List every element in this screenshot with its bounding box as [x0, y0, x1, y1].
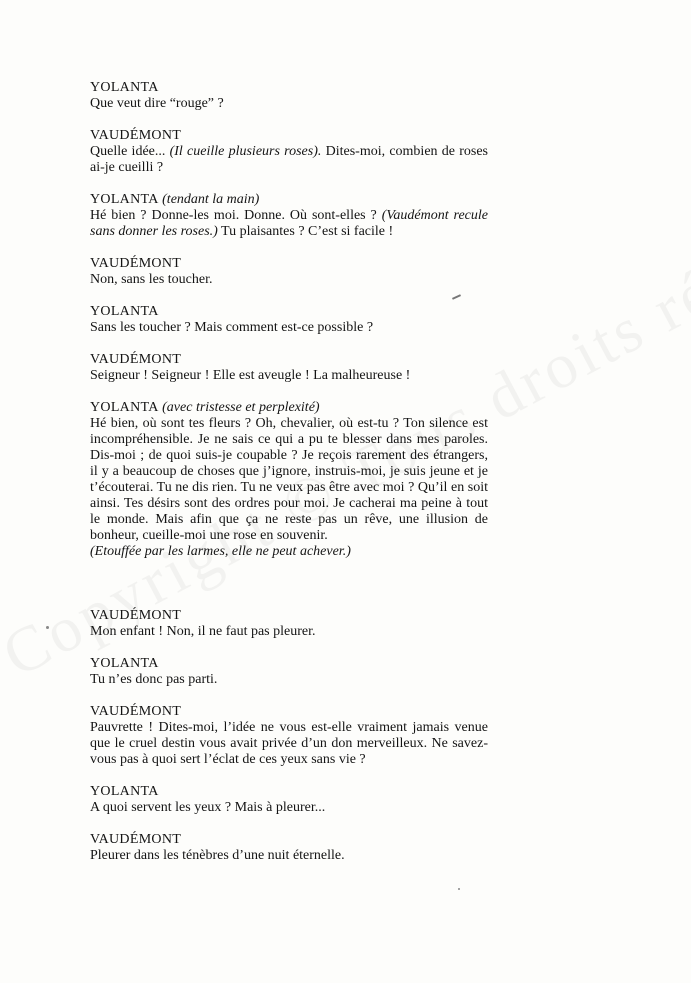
speaker-name: YOLANTA	[90, 784, 159, 799]
speaker-name: YOLANTA	[90, 400, 159, 415]
dialogue-block	[90, 704, 488, 768]
dialogue-line: Pleurer dans les ténèbres d’une nuit éternelle.	[90, 848, 345, 863]
speaker-name: VAUDÉMONT	[90, 352, 182, 367]
stage-direction: (Il cueille plusieurs roses).	[169, 144, 322, 159]
dialogue-line: A quoi servent les yeux ? Mais à pleurer...	[90, 800, 326, 815]
dialogue-block	[90, 304, 488, 336]
dialogue-line: Hé bien, où sont tes fleurs ? Oh, chevalier, où est-tu ? Ton silence est incompréhensible. Je ne sais ce qui a pu te blesser dans mes paroles. Dis-moi ; de quoi suis-je coupable ? Je reçois rarement des étrangers, il y a beaucoup de choses que j’ignore, instruis-moi, je suis jeune et je t’écouterai. Tu ne dis rien. Tu ne veux pas être avec moi ? Qu’il en soit ainsi. Tes désirs sont des ordres pour moi. Je cacherai ma peine à tout le monde. Mais afin que ça ne reste pas un rêve, une illusion de bonheur, cueille-moi une rose en souvenir.	[90, 416, 488, 543]
dialogue-text	[90, 80, 488, 880]
dialogue-block	[90, 832, 488, 864]
dialogue-line: Seigneur ! Seigneur ! Elle est aveugle ! La malheureuse !	[90, 368, 411, 383]
stage-direction: (avec tristesse et perplexité)	[162, 400, 320, 415]
dialogue-line: Non, sans les toucher.	[90, 272, 213, 287]
dialogue-block	[90, 608, 488, 640]
dialogue-line	[90, 144, 488, 176]
dialogue-line: Tu n’es donc pas parti.	[90, 672, 218, 687]
spacer	[90, 576, 488, 608]
stage-direction: (Vaudémont recule sans donner les roses.)	[90, 208, 488, 239]
stage-direction: (Etouffée par les larmes, elle ne peut achever.)	[90, 544, 351, 559]
dialogue-line: Mon enfant ! Non, il ne faut pas pleurer.	[90, 624, 316, 639]
speaker-name: YOLANTA	[90, 80, 159, 95]
speaker-name: VAUDÉMONT	[90, 128, 182, 143]
dialogue-block	[90, 192, 488, 240]
dialogue-line	[90, 208, 488, 240]
dialogue-block	[90, 400, 488, 560]
speaker-name: VAUDÉMONT	[90, 608, 182, 623]
dialogue-text-part: Dites-moi, combien de roses ai-je cueilli ?	[90, 144, 488, 175]
dialogue-line: Que veut dire “rouge” ?	[90, 96, 224, 111]
speaker-name: YOLANTA	[90, 192, 159, 207]
dialogue-block	[90, 784, 488, 816]
dialogue-line: Sans les toucher ? Mais comment est-ce possible ?	[90, 320, 374, 335]
speaker-name: YOLANTA	[90, 656, 159, 671]
speaker-name: YOLANTA	[90, 304, 159, 319]
paper-speck	[458, 888, 460, 890]
dialogue-text-part: Quelle idée...	[90, 144, 170, 159]
dialogue-block	[90, 80, 488, 112]
dialogue-block	[90, 352, 488, 384]
speaker-name: VAUDÉMONT	[90, 832, 182, 847]
dialogue-line: Pauvrette ! Dites-moi, l’idée ne vous est-elle vraiment jamais venue que le cruel destin vous avait privée d’un don merveilleux. Ne savez-vous pas à quoi sert l’éclat de ces yeux sans vie ?	[90, 720, 488, 767]
dialogue-block	[90, 256, 488, 288]
stage-direction: (tendant la main)	[162, 192, 260, 207]
paper-speck	[46, 626, 49, 629]
dialogue-text-part: Hé bien ? Donne-les moi. Donne. Où sont-elles ?	[90, 208, 382, 223]
speaker-name: VAUDÉMONT	[90, 704, 182, 719]
speaker-name: VAUDÉMONT	[90, 256, 182, 271]
dialogue-block	[90, 128, 488, 176]
dialogue-block	[90, 656, 488, 688]
dialogue-text-part: Tu plaisantes ? C’est si facile !	[217, 224, 394, 239]
